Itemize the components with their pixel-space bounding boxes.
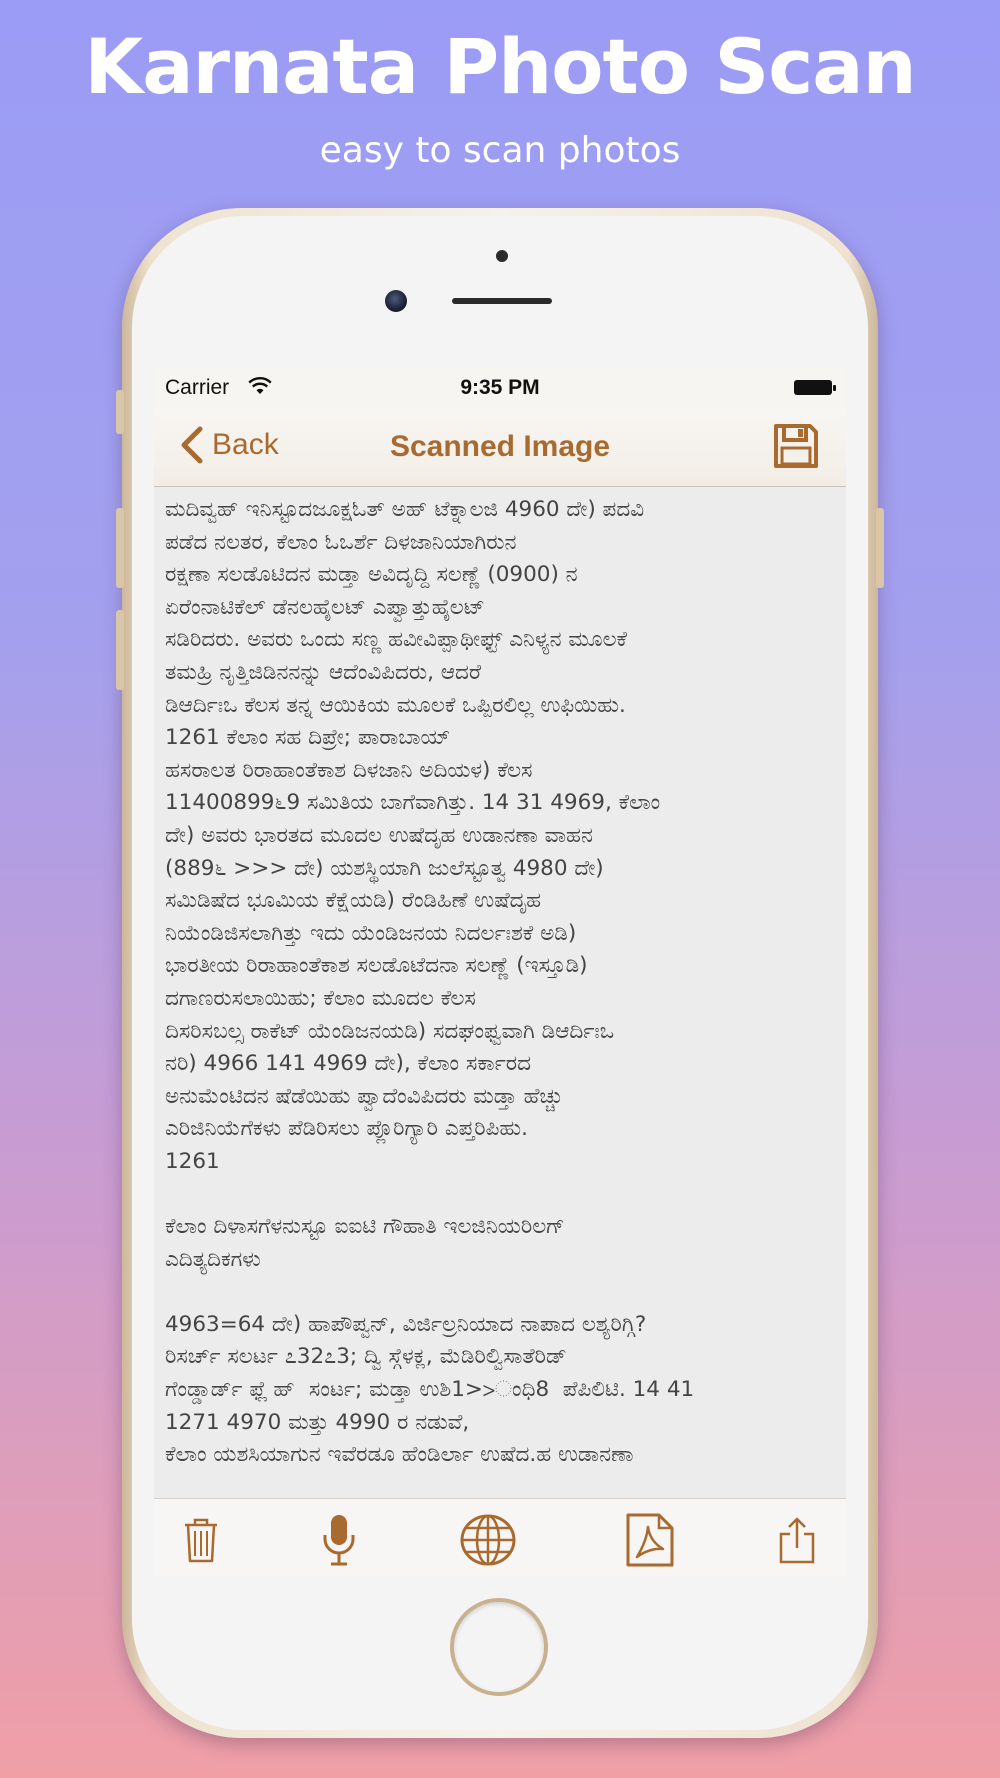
- share-icon: [777, 1516, 817, 1564]
- bottom-toolbar: [154, 1498, 846, 1576]
- share-button[interactable]: [770, 1513, 824, 1567]
- save-icon[interactable]: [772, 422, 820, 470]
- home-button[interactable]: [450, 1598, 548, 1696]
- translate-button[interactable]: [458, 1513, 518, 1567]
- silent-switch: [116, 390, 124, 434]
- pdf-icon: [625, 1513, 675, 1567]
- globe-icon: [459, 1514, 517, 1566]
- power-button: [876, 508, 884, 588]
- battery-icon: [794, 380, 832, 395]
- microphone-icon: [322, 1513, 356, 1567]
- carrier-label: Carrier: [165, 376, 230, 399]
- trash-icon: [181, 1516, 221, 1564]
- back-label: Back: [212, 428, 279, 461]
- page-title: Scanned Image: [389, 430, 611, 463]
- volume-up-button: [116, 508, 124, 588]
- delete-button[interactable]: [174, 1513, 228, 1567]
- volume-down-button: [116, 610, 124, 690]
- promo-subtitle: easy to scan photos: [319, 130, 681, 171]
- promo-title: Karnata Photo Scan: [84, 22, 916, 111]
- proximity-sensor: [496, 250, 508, 262]
- export-pdf-button[interactable]: [620, 1513, 680, 1567]
- earpiece: [452, 298, 552, 304]
- status-bar: [154, 368, 846, 408]
- front-camera: [385, 290, 407, 312]
- scanned-text[interactable]: ಮದಿವ್ವಹ್ ಇನಿಸ್ಟೂದಜೂಕ್ಷಓತ್ ಅಹ್ ಟೆಕ್ನಾಲಜಿ 4960 ದೇ) ಪದವಿ ಪಡೆದ ನಲತರ, ಕೆಲಾಂ ಓಒರ್ಶೆ ದಿಳಜಾನಿಯಾಗಿರುನ ರಕ್ಷಣಾ ಸಲಡೊಟಿದನ ಮಡ್ತಾ ಅವಿದೃದ್ದಿ ಸಲಣ್ಣೆ (0900) ನ ಏರೆಂನಾಟಿಕೆಲ್ ಡೆನಲಹೈಲಟ್ ಎಪ್ವಾತ್ತುಹೈಲಟ್ ಸಡಿರಿದರು. ಅವರು ಒಂದು ಸಣ್ಣ ಹವೀವಿಪ್ಪಾಥೀಫ್ಟ್ ಎನಿಳ್ಯನ ಮೂಲಕೆ ತಮಹ್ರಿ ನೃತ್ತಿಜಿಡಿನನನ್ನು ಆದೆಂವಿಪಿದರು, ಆದರೆ ಡಿಆರ್ದಿಃಒ ಕೆಲಸ ತನ್ನ ಆಯಿಕಿಯ ಮೂಲಕೆ ಒಪ್ಪಿರಲಿಲ್ಲ ಉಫಿಯಿಹು. 1261 ಕೆಲಾಂ ಸಹ ದಿಪ್ರೇ; ಪಾರಾಬಾಯ್ ಹಸರಾಲತ ರಿರಾಹಾಂತೆಕಾಶ ದಿಳಜಾನಿ ಅದಿಯಳ) ಕೆಲಸ 11400899೬9 ಸಮಿತಿಯ ಬಾಗೆವಾಗಿತ್ತು. 14 31 4969, ಕೆಲಾಂ ದೇ) ಅವರು ಭಾರತದ ಮೂದಲ ಉಷೆದೃಹ ಉಡಾನಣಾ ವಾಹನ (889೬ >>> ದೇ) ಯಶಸ್ಥಿಯಾಗಿ ಜುಲೆಸ್ಟೂತ್ವ 4980 ದೇ) ಸಮಿಡಿಷೆದ ಭೂಮಿಯ ಕೆಕ್ಷೆಯಡಿ) ರೆಂಡಿಹಿಣೆ ಉಷೆದೃಹ ನಿಯೆಂಡಿಜಿಸಲಾಗಿತ್ತು ಇದು ಯೆಂಡಿಜನಯ ನಿದರ್ಲಃಶಕೆ ಅಡಿ) ಭಾರತೀಯ ರಿರಾಹಾಂತೆಕಾಶ ಸಲಡೊಟೆದನಾ ಸಲಣ್ಣೆ (ಇಸ್ತೂಡಿ) ದಗಾಣರುಸಲಾಯಿಹು; ಕೆಲಾಂ ಮೂದಲ ಕೆಲಸ ದಿಸರಿಸಬಲ್ಸ ರಾಕೆಟ್ ಯೆಂಡಿಜನಯಡಿ) ಸದಘಂಫ್ವವಾಗಿ ಡಿಆರ್ದಿಃಒ ನರಿ) 4966 141 4969 ದೇ), ಕೆಲಾಂ ಸರ್ಕಾರದ ಅನುಮೆಂಟಿದನ ಷೆಡೆಯಿಹು ಪ್ವಾದೆಂವಿಪಿದರು ಮಡ್ತಾ ಹೆಚ್ಚು ಎರಿಜಿನಿಯೆಗೆಕಳು ಪೆಡಿರಿಸಲು ಪ್ಲೊರಿಗ್ಯಾರಿ ಎಪ್ತರಿಪಿಹು. 1261 ಕೆಲಾಂ ದಿಳಾಸಗೆಳನುಸ್ಟೂ ಐಐಟಿ ಗೌಹಾತಿ ಇಲಜಿನಿಯರಿಲಗ್ ಎದಿತ್ಯದಿಕಗಳು 4963=64 ದೇ) ಹಾಪೌಪ್ವನ್, ವಿರ್ಜಿಲ್ರನಿಯಾದ ನಾಪಾದ ಲಶ್ಯರಿಗ್ಗಿ? ರಿಸರ್ಚ್ ಸಲರ್ಟ ೭32೭3; ದ್ವಿ ಸ್ಗೆಳಕ್ಲ, ಮೆಡಿರಿಲ್ವಿಸಾತೆರಿಡ್ ಗೆಂಡ್ಡಾರ್ಡ್ ಫ್ಲೆ ಹ್ ಸಂರ್ಟ; ಮಡ್ತಾ ಉಶಿ1>>ಂಧಿ8 ಪೆಪಿಲಿಟಿ. 14 41 1271 4970 ಮತ್ತು 4990 ರ ನಡುವೆ, ಕೆಲಾಂ ಯಶಸಿಯಾಗುನ ಇವೆರಡೂ ಹೆಂಡಿರ್ಲಾ ಉಷೆದ.ಹ ಉಡಾನಣಾ: [165, 497, 695, 1468]
- app-screen: [154, 368, 846, 1576]
- dictation-button[interactable]: [312, 1513, 366, 1567]
- status-time: 9:35 PM: [460, 376, 540, 399]
- navigation-bar: [154, 408, 846, 487]
